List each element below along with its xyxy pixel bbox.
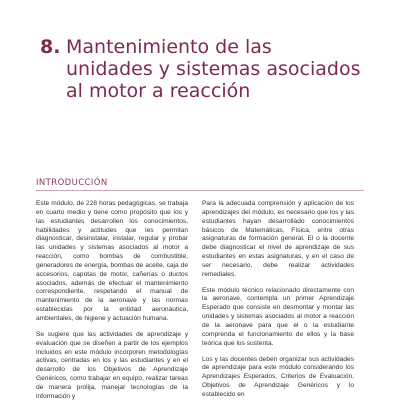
right-column [202,200,354,407]
chapter-number: 8. [40,36,61,58]
body-paragraph: Este módulo técnico relacionado directamente con la aeronave, contempla un primer Aprendizaje Esperado que consiste en desmontar y montar las unidades y sistemas asociados al motor a reacción de la aeronave para que el o la estudiante comprenda el funcionamiento de ellos y la base teórica que los sustenta. [202,286,354,347]
section-divider [36,190,364,191]
chapter-title-line: Mantenimiento de las [66,36,272,58]
chapter-title-line: al motor a reacción [66,80,251,102]
body-paragraph: Los y las docentes deben organizar sus actividades de aprendizaje para este módulo considerando los Aprendizajes Esperados, Criterios de Evaluación, Objetivos de Aprendizaje Genéricos y lo establecido en [202,355,354,398]
section-label: INTRODUCCIÓN [36,178,108,188]
body-paragraph: Se sugiere que las actividades de aprendizaje y evaluación que se diseñen a partir de los ejemplos incluidos en este módulo incorporen metodologías activas, centradas en los y las estudiantes y en el desarrollo de los Objetivos de Aprendizaje Genéricos, como trabajar en equipo, realizar tareas de manera prolija, manejar tecnologías de la información y [36,330,188,400]
chapter-heading [40,36,385,102]
body-paragraph: Este módulo, de 228 horas pedagógicas, se trabaja en cuarto medio y tiene como propósito que los y las estudiantes desarrollen los conocimientos, habilidades y actitudes que les permitan diagnosticar, desinstalar, instalar, regular y probar las unidades y sistemas asociados al motor a reacción, como bombas de combustible, generadores de energía, bombas de aceite, caja de accesorios, capotas de motor, cañerías o ductos asociados, además de efectuar el mantenimiento correspondiente, respetando el manual de mantenimiento de la aeronave y las normas establecidas por la entidad aeronáutica, ambientales, de higiene y actuación humana. [36,200,188,322]
body-paragraph: Para la adecuada comprensión y aplicación de los aprendizajes del módulo, es necesario que los y las estudiantes hayan desarrollado conocimientos básicos de Matemáticas, Física, entre otras asignaturas de formación general. El o la docente debe diagnosticar el nivel de aprendizaje de sus estudiantes en estas asignaturas, y en el caso de ser necesario, debe realizar actividades remediales. [202,200,354,278]
left-column [36,200,188,409]
chapter-title [66,36,360,102]
chapter-title-line: unidades y sistemas asociados [66,58,361,80]
